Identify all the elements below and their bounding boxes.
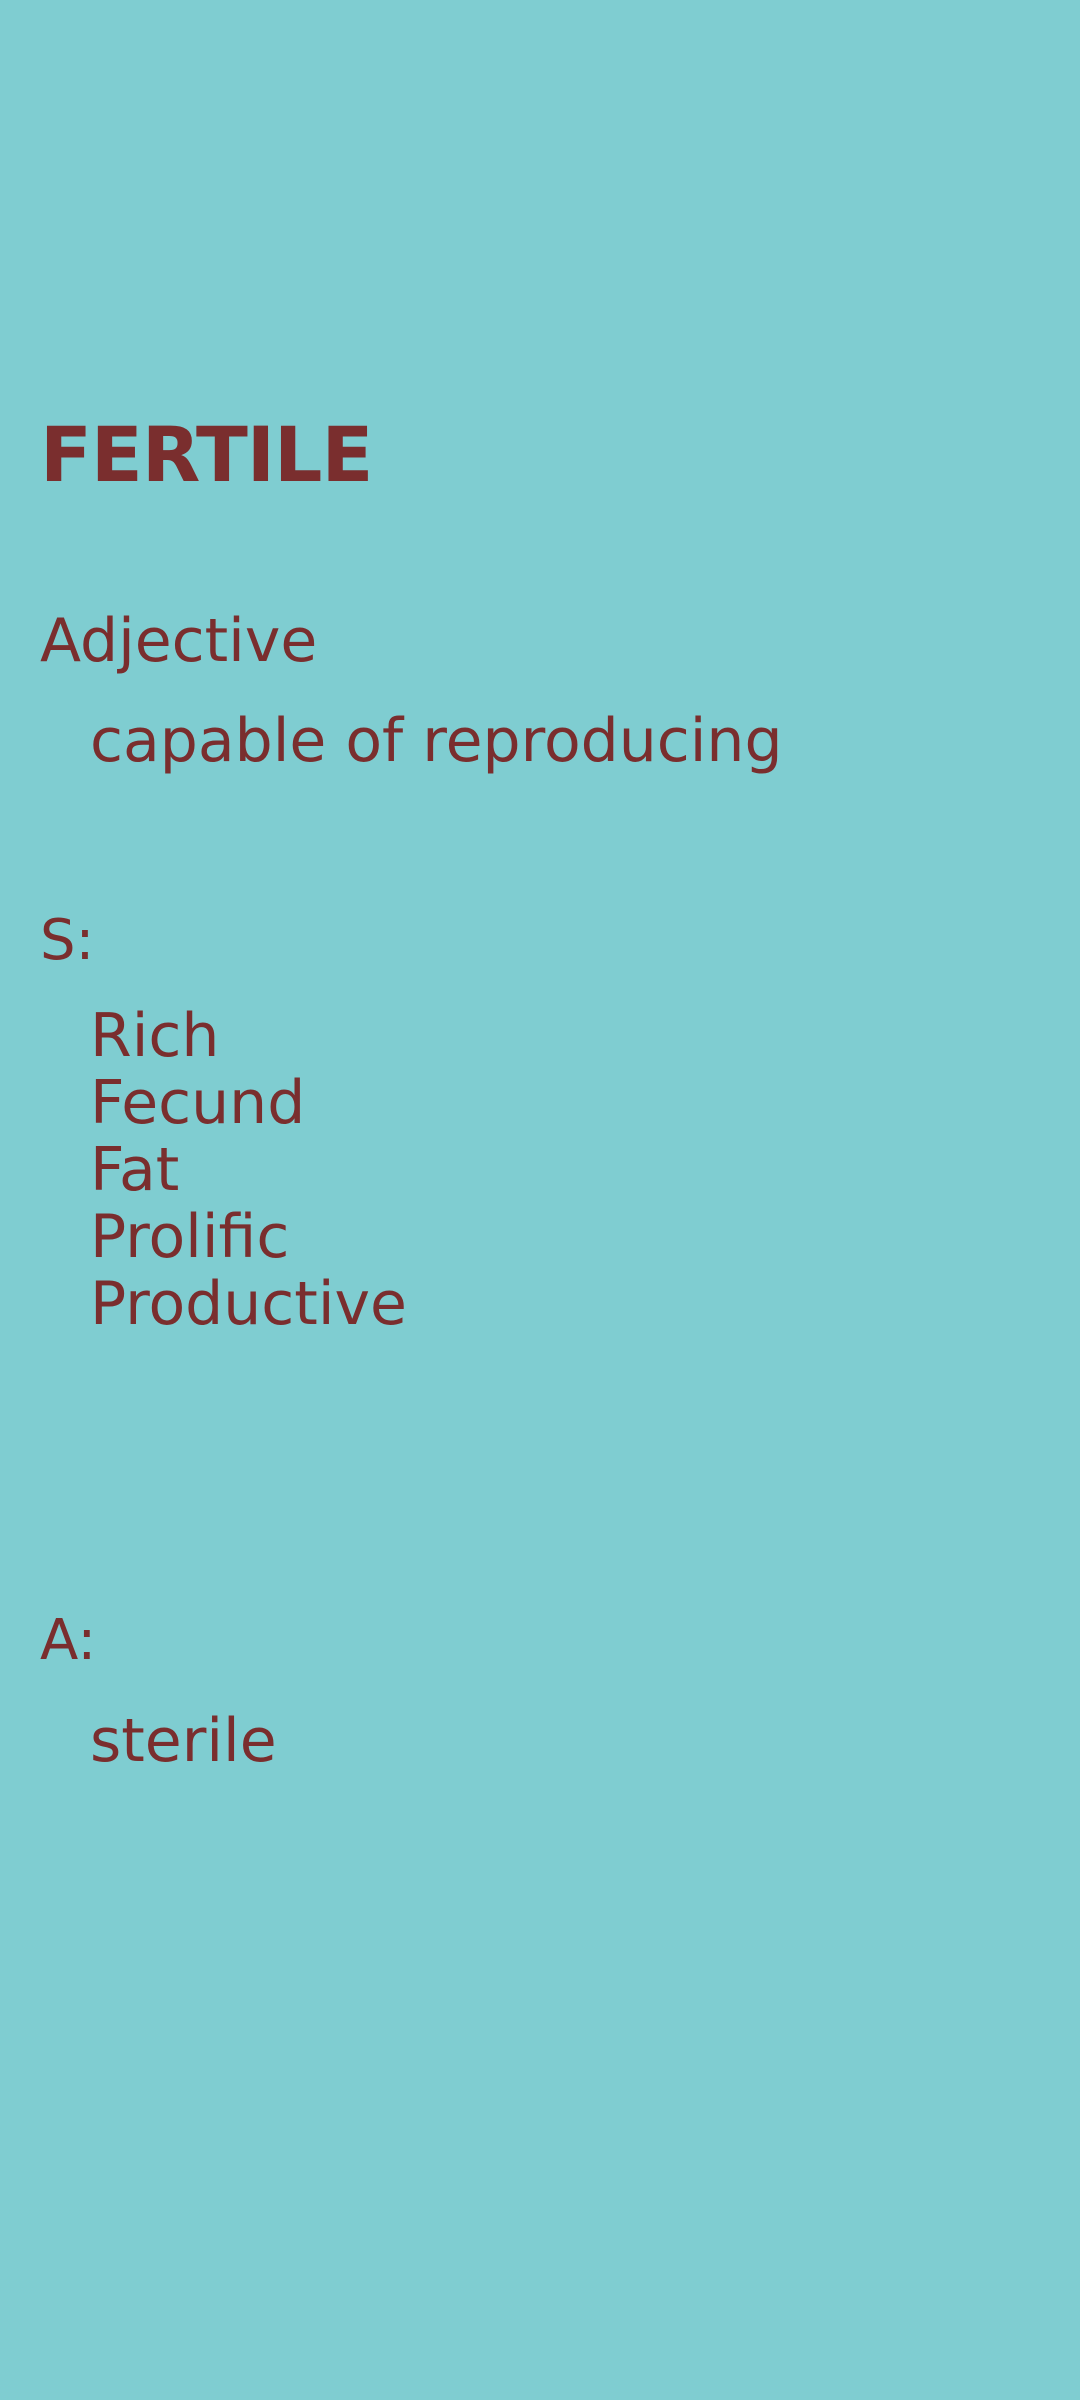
antonym-item: sterile (90, 1706, 277, 1776)
synonyms-list (90, 1003, 407, 1338)
synonym-item: Fat (90, 1135, 180, 1205)
part-of-speech: Adjective (40, 606, 318, 676)
synonym-item: Productive (90, 1269, 407, 1339)
synonym-item: Fecund (90, 1068, 306, 1138)
definition-text: capable of reproducing (90, 706, 783, 776)
synonym-item: Prolific (90, 1202, 290, 1272)
synonyms-label: S: (40, 908, 95, 973)
synonym-item: Rich (90, 1001, 220, 1071)
antonyms-label: A: (40, 1608, 97, 1673)
word-title: FERTILE (40, 410, 373, 499)
